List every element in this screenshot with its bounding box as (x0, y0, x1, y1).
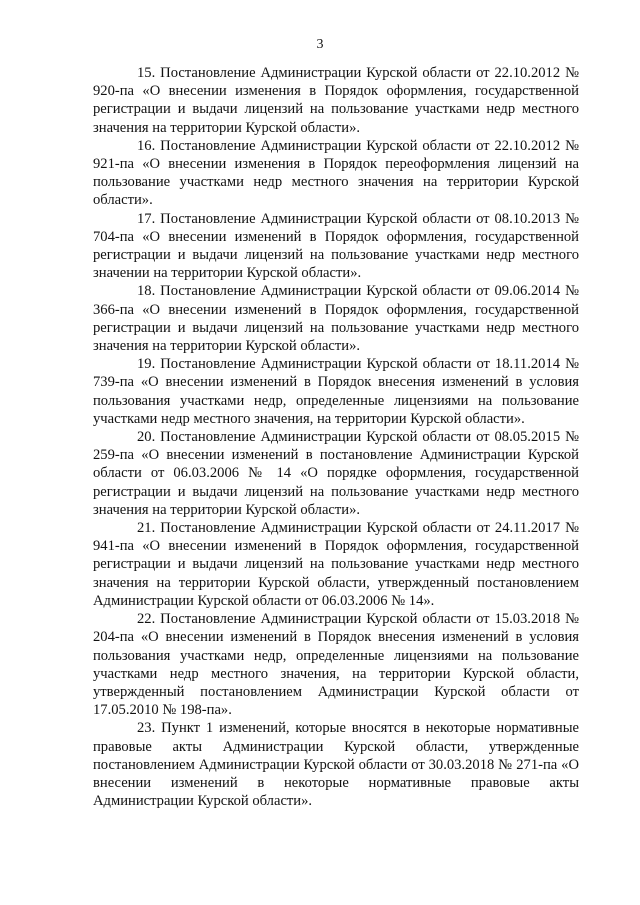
list-item-17: 17. Постановление Администрации Курской области от 08.10.2013 № 704-па «О внесении изменений в Порядок оформления, государственной регистрации и выдачи лицензий на пользование участками недр местного значении на территории Курской области». (93, 210, 579, 282)
list-item-20: 20. Постановление Администрации Курской области от 08.05.2015 № 259-па «О внесении изменений в постановление Администрации Курской области от 06.03.2006 № 14 «О порядке оформления, государственной регистрации и выдачи лицензий на пользование участками недр местного значения на территории Курской области». (93, 429, 579, 518)
document-body (93, 64, 579, 810)
list-item-21: 21. Постановление Администрации Курской области от 24.11.2017 № 941-па «О внесении изменений в Порядок оформления, государственной регистрации и выдачи лицензий на пользование участками недр местного значения на территории Курской области, утвержденный постановлением Администрации Курской области от 06.03.2006 № 14». (93, 520, 579, 609)
list-item-16: 16. Постановление Администрации Курской области от 22.10.2012 № 921-па «О внесении изменения в Порядок переоформления лицензий на пользование участками недр местного значения на территории Курской области». (93, 137, 579, 209)
list-item-15: 15. Постановление Администрации Курской области от 22.10.2012 № 920-па «О внесении изменения в Порядок оформления, государственной регистрации и выдачи лицензий на пользование участками недр местного значения на территории Курской области». (93, 65, 579, 136)
list-item-19: 19. Постановление Администрации Курской области от 18.11.2014 № 739-па «О внесении изменений в Порядок внесения изменений в условия пользования участками недр, определенные лицензиями на пользование участками недр местного значения, на территории Курской области». (93, 356, 579, 427)
list-item-22: 22. Постановление Администрации Курской области от 15.03.2018 № 204-па «О внесении изменений в Порядок внесения изменений в условия пользования участками недр, определенные лицензиями на пользование участками недр местного значения, на территории Курской области, утвержденный постановлением Администрации Курской области от 17.05.2010 № 198-па». (93, 611, 579, 719)
list-item-18: 18. Постановление Администрации Курской области от 09.06.2014 № 366-па «О внесении изменений в Порядок оформления, государственной регистрации и выдачи лицензий на пользование участками недр местного значения на территории Курской области». (93, 283, 579, 355)
page-number: 3 (316, 37, 324, 52)
list-item-23: 23. Пункт 1 изменений, которые вносятся в некоторые нормативные правовые акты Администрации Курской области, утвержденные постановлением Администрации Курской области от 30.03.2018 № 271-па «О внесении изменений в некоторые нормативные правовые акты Администрации Курской области». (93, 720, 579, 810)
